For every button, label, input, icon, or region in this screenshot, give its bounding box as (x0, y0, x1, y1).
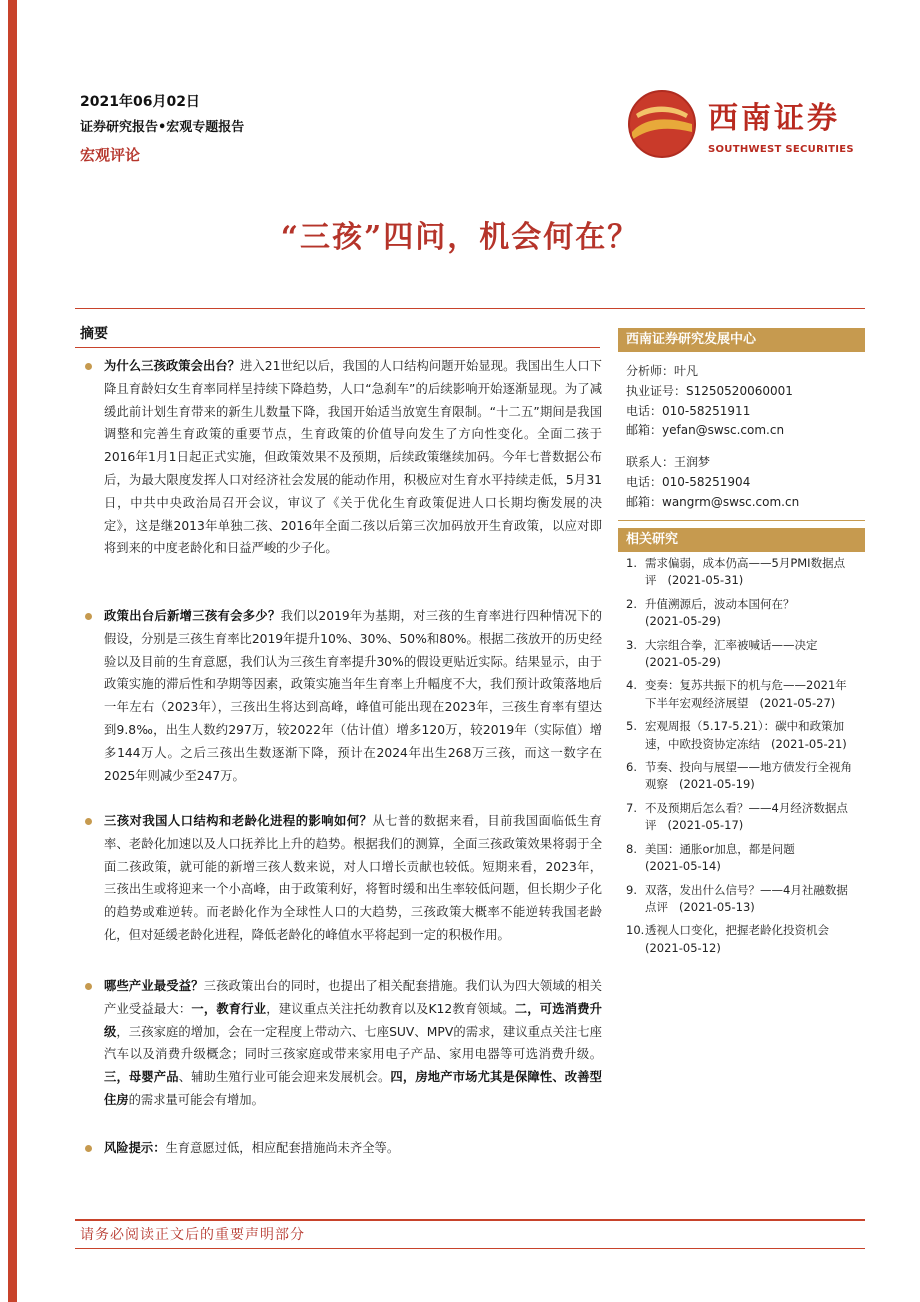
bullet-icon (85, 613, 92, 620)
summary-divider (75, 347, 600, 348)
sidebar-divider (618, 520, 865, 521)
item-date: (2021-05-13) (678, 899, 755, 914)
item-title: 需求偏弱，成本仍高——5月PMI数据点评 (645, 556, 846, 588)
highlight-maternal: 三，母婴产品 (104, 1070, 179, 1085)
paragraph-text: ，建议重点关注托幼教育以及K12教育领域。 (266, 1001, 515, 1016)
item-number: 3. (626, 637, 637, 652)
report-category: 宏观评论 (80, 146, 141, 164)
related-item[interactable] (626, 718, 858, 753)
analyst-name: 叶凡 (674, 364, 699, 378)
analyst-phone: 010-58251911 (662, 403, 751, 418)
analyst-cert-row (626, 382, 866, 402)
item-number: 6. (626, 760, 637, 775)
label: 邮箱： (626, 423, 663, 438)
item-title: 宏观周报（5.17-5.21）：碳中和政策加速，中欧投资协定冻结 (645, 719, 845, 751)
item-date: (2021-05-19) (678, 777, 755, 792)
related-item[interactable] (626, 800, 858, 835)
report-date: 2021年06月02日 (80, 94, 200, 110)
item-number: 8. (626, 841, 637, 856)
paragraph-text: 进入21世纪以后，我国的人口结构问题开始显现。我国出生人口下降且育龄妇女生育率同样呈持续下降趋势，人口“急刹车”的后续影响开始逐渐显现。为了减缓此前计划生育带来的新生儿数量下降，我国开始适当放宽生育限制。“十二五”期间是我国调整和完善生育政策的重要节点，生育政策的价值导向发生了方向性变化。全面二孩于2016年1月1日起正式实施，但政策效果不及预期，后续政策继续加码。今年七普数据公布后，为最大限度发挥人口对经济社会发展的能动作用，积极应对生育水平持续走低，5月31日，中共中央政治局召开会议，审议了《关于优化生育政策促进人口长期均衡发展的决定》，这是继2013年单独二孩、2016年全面二孩以后第三次加码放开生育政策，以应对即将到来的中度老龄化和日益严峻的少子化。 (104, 359, 602, 556)
label: 联系人： (626, 455, 675, 470)
highlight-education: 一，教育行业 (191, 1001, 267, 1016)
analyst-email-row (626, 421, 866, 441)
report-header-meta (80, 92, 244, 166)
highlight-consumption: 二，可选消费升级 (104, 1001, 602, 1039)
paragraph-text: 生育意愿过低，相应配套措施尚未齐全等。 (165, 1141, 400, 1155)
item-title: 双落，发出什么信号？——4月社融数据点评 (645, 882, 848, 914)
item-date: (2021-05-29) (645, 614, 721, 629)
related-heading: 相关研究 (618, 528, 865, 552)
contact-email[interactable]: wangrm@swsc.com.cn (662, 494, 800, 509)
related-item[interactable] (626, 759, 858, 794)
summary-paragraph-4 (82, 975, 602, 1112)
related-research-list (626, 555, 858, 963)
label: 分析师： (626, 364, 675, 378)
footer-divider-bottom (75, 1248, 865, 1249)
logo-name-cn: 西南证券 (708, 101, 840, 136)
item-date: (2021-05-21) (770, 736, 847, 751)
label: 电话： (626, 474, 663, 489)
item-number: 2. (626, 596, 637, 611)
label: 执业证号： (626, 383, 687, 398)
paragraph-text: 我们以2019年为基期，对三孩的生育率进行四种情况下的假设，分别是三孩生育率比2019年提升10%、30%、50%和80%。根据二孩放开的历史经验以及目前的生育意愿，我们认为三孩生育率提升30%的假设更贴近实际。结果显示，由于政策实施的滞后性和孕期等因素，政策实施当年生育率上升幅度不大，我们预计政策落地后一年左右（2023年），三孩出生将达到高峰，峰值可能出现在2023年，三孩生育率有望达到9.8‰，出生人数约297万，较2022年（估计值）增多120万，较2019年（实际值）增多144万人。之后三孩出生数逐渐下降，预计在2024年出生268万三孩，而这一数字在2025年则减少至247万。 (104, 609, 602, 783)
item-title: 不及预期后怎么看？——4月经济数据点评 (645, 800, 848, 833)
item-title: 美国：通胀or加息，都是问题 (645, 841, 795, 856)
label: 邮箱： (626, 494, 663, 509)
item-date: (2021-05-27) (759, 695, 836, 710)
related-item[interactable] (626, 922, 858, 957)
analyst-name-row (626, 362, 866, 382)
bullet-icon (85, 363, 92, 370)
summary-paragraph-3 (82, 810, 602, 947)
report-title: “三孩”四问，机会何在？ (280, 220, 640, 255)
footer-divider-top (75, 1219, 865, 1221)
contact-phone-row (626, 473, 866, 493)
item-title: 透视人口变化，把握老龄化投资机会 (645, 923, 829, 938)
item-number: 5. (626, 719, 637, 734)
analyst-info (626, 362, 866, 513)
item-number: 10. (626, 923, 645, 938)
item-number: 9. (626, 882, 637, 897)
org-heading: 西南证券研究发展中心 (618, 328, 865, 352)
contact-name: 王润梦 (674, 455, 711, 470)
paragraph-text: 从七普的数据来看，目前我国面临低生育率、老龄化加速以及人口抚养比上升的趋势。根据我们的测算，全面三孩政策效果将弱于全面二孩政策，就可能的新增三孩人数来说，对人口增长贡献也较低。短期来看，2023年，三孩出生或将迎来一个小高峰，由于政策利好，将暂时缓和出生率较低问题，但长期少子化的趋势或难逆转。而老龄化作为全球性人口的大趋势，三孩政策大概率不能逆转我国老龄化，但对延缓老龄化进程，降低老龄化的峰值水平将起到一定的积极作用。 (104, 814, 602, 942)
paragraph-question: 政策出台后新增三孩有会多少？ (104, 609, 281, 623)
paragraph-question: 哪些产业最受益？ (104, 979, 204, 993)
contact-phone: 010-58251904 (662, 474, 751, 489)
footer-notice: 请务必阅读正文后的重要声明部分 (80, 1227, 305, 1243)
paragraph-text: 、辅助生殖行业可能会迎来发展机会。 (178, 1070, 391, 1085)
related-item[interactable] (626, 882, 858, 917)
logo-emblem-icon (626, 88, 698, 160)
related-item[interactable] (626, 596, 858, 631)
summary-paragraph-1 (82, 355, 602, 560)
item-title: 大宗组合拳，汇率被喊话——决定 (645, 637, 818, 652)
label: 电话： (626, 403, 663, 418)
item-date: (2021-05-17) (667, 818, 744, 833)
summary-paragraph-risk (82, 1137, 602, 1160)
item-title: 节奏、投向与展望——地方债发行全视角观察 (645, 760, 852, 792)
contact-email-row (626, 493, 866, 513)
analyst-phone-row (626, 402, 866, 422)
summary-paragraph-2 (82, 605, 602, 787)
highlight-real-estate: 四，房地产市场尤其是保障性、改善型住房 (104, 1070, 602, 1107)
paragraph-question: 风险提示： (104, 1141, 166, 1155)
analyst-email[interactable]: yefan@swsc.com.cn (662, 423, 785, 438)
left-accent-bar (8, 0, 17, 1302)
analyst-cert: S1250520060001 (686, 383, 793, 398)
bullet-icon (85, 1145, 92, 1152)
paragraph-question: 为什么三孩政策会出台？ (104, 359, 241, 373)
item-date: (2021-05-31) (667, 573, 744, 588)
item-number: 1. (626, 556, 637, 570)
bullet-icon (85, 818, 92, 825)
item-number: 7. (626, 800, 637, 815)
contact-name-row (626, 453, 866, 473)
item-date: (2021-05-14) (645, 859, 721, 874)
summary-heading: 摘要 (80, 326, 108, 342)
item-number: 4. (626, 678, 637, 693)
related-item[interactable] (626, 637, 858, 672)
related-item[interactable] (626, 841, 858, 876)
bullet-icon (85, 983, 92, 990)
item-date: (2021-05-29) (645, 655, 721, 670)
paragraph-text: 的需求量可能会有增加。 (128, 1092, 264, 1107)
report-type: 证券研究报告•宏观专题报告 (80, 120, 245, 135)
paragraph-text: 三孩政策出台的同时，也提出了相关配套措施。我们认为四大领域的相关产业受益最大： (104, 979, 602, 1016)
related-item[interactable] (626, 555, 858, 590)
paragraph-question: 三孩对我国人口结构和老龄化进程的影响如何？ (104, 814, 373, 828)
header-divider (75, 308, 865, 309)
item-title: 变奏：复苏共振下的机与危——2021年下半年宏观经济展望 (645, 678, 847, 710)
paragraph-text: ，三孩家庭的增加，会在一定程度上带动六、七座SUV、MPV的需求，建议重点关注七座汽车以及消费升级概念；同时三孩家庭或带来家用电子产品、家用电器等可选消费升级。 (104, 1024, 602, 1062)
item-title: 升值溯源后，波动本国何在？ (645, 596, 795, 611)
related-item[interactable] (626, 677, 858, 712)
company-logo (626, 88, 862, 162)
item-date: (2021-05-12) (645, 940, 721, 955)
logo-name-en: SOUTHWEST SECURITIES (708, 144, 854, 155)
